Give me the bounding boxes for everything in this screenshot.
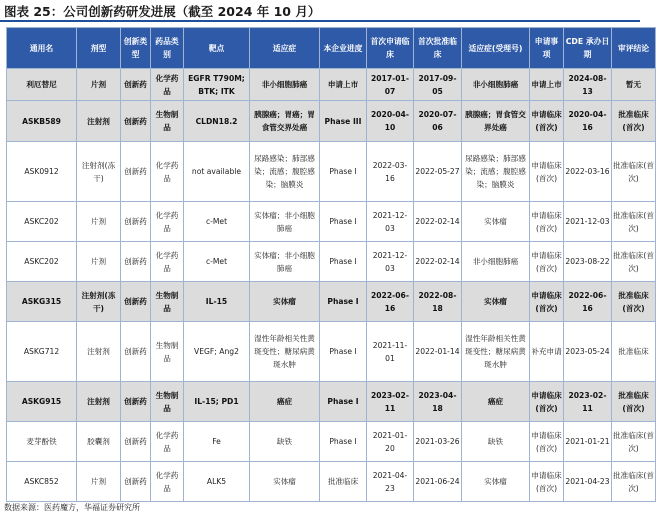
table-cell: ASKG315	[7, 282, 77, 322]
header-cell: 靶点	[184, 28, 250, 69]
table-cell: 实体瘤	[462, 202, 530, 242]
table-cell: 批准临床	[612, 322, 656, 382]
table-cell: EGFR T790M; BTK; ITK	[184, 69, 250, 101]
table-cell: 批准临床(首次)	[612, 282, 656, 322]
table-cell: 补充申请	[530, 322, 564, 382]
table-cell: 2021-04-23	[564, 462, 612, 502]
table-cell: 注射剂(冻干)	[77, 142, 121, 202]
table-cell: 2022-01-14	[414, 322, 462, 382]
table-cell: 生物制品	[151, 282, 184, 322]
table-cell: 非小细胞肺癌	[462, 242, 530, 282]
header-cell: 药品类别	[151, 28, 184, 69]
table-cell: 2022-03-16	[564, 142, 612, 202]
table-cell: 片剂	[77, 242, 121, 282]
table-cell: 化学药品	[151, 242, 184, 282]
table-cell: 2017-01-07	[367, 69, 414, 101]
table-cell: 化学药品	[151, 69, 184, 101]
table-cell: 创新药	[121, 242, 151, 282]
header-cell: 通用名	[7, 28, 77, 69]
table-cell: 2021-01-21	[564, 422, 612, 462]
header-cell: 创新类型	[121, 28, 151, 69]
table-cell: IL-15	[184, 282, 250, 322]
table-cell: 申请上市	[320, 69, 367, 101]
table-body	[7, 69, 656, 502]
table-cell: Phase I	[320, 142, 367, 202]
header-cell: 本企业进度	[320, 28, 367, 69]
table-cell: 注射剂(冻干)	[77, 282, 121, 322]
table-cell: c-Met	[184, 242, 250, 282]
table-cell: ASK0912	[7, 142, 77, 202]
table-cell: IL-15; PD1	[184, 382, 250, 422]
table-cell: CLDN18.2	[184, 101, 250, 142]
table-cell: 2020-07-06	[414, 101, 462, 142]
table-row	[7, 382, 656, 422]
table-row	[7, 142, 656, 202]
table-cell: 2022-08-18	[414, 282, 462, 322]
table-cell: Phase III	[320, 101, 367, 142]
table-cell: 2021-06-24	[414, 462, 462, 502]
title-bar	[0, 0, 640, 22]
table-cell: Phase I	[320, 282, 367, 322]
table-cell: 化学药品	[151, 142, 184, 202]
table-cell: 湿性年龄相关性黄斑变性；糖尿病黄斑水肿	[462, 322, 530, 382]
table-cell: 胶囊剂	[77, 422, 121, 462]
table-cell: 2023-08-22	[564, 242, 612, 282]
table-cell: 批准临床(首次)	[612, 382, 656, 422]
table-cell: 片剂	[77, 69, 121, 101]
table-cell: ASKC852	[7, 462, 77, 502]
table-cell: Phase I	[320, 322, 367, 382]
table-row	[7, 101, 656, 142]
table-cell: 实体瘤	[250, 282, 320, 322]
table-cell: 2021-03-26	[414, 422, 462, 462]
table-cell: 2020-04-16	[564, 101, 612, 142]
table-cell: 实体瘤；非小细胞肺癌	[250, 242, 320, 282]
table-cell: 生物制品	[151, 101, 184, 142]
table-cell: 2022-06-16	[564, 282, 612, 322]
table-cell: 麦芽酚铁	[7, 422, 77, 462]
table-cell: ASKG712	[7, 322, 77, 382]
table-cell: 2021-12-03	[564, 202, 612, 242]
table-cell: 申请上市	[530, 69, 564, 101]
table-cell: 2017-09-05	[414, 69, 462, 101]
header-cell: 首次申请临床	[367, 28, 414, 69]
table-cell: 利厄替尼	[7, 69, 77, 101]
figure-title: 图表 25：公司创新药研发进展（截至 2024 年 10 月）	[4, 4, 321, 19]
table-cell: 2021-04-23	[367, 462, 414, 502]
table-cell: 2021-12-03	[367, 242, 414, 282]
source-note: 数据来源：医药魔方，华福证券研究所	[4, 503, 140, 512]
table-cell: 2022-03-16	[367, 142, 414, 202]
table-cell: 生物制品	[151, 322, 184, 382]
table-row	[7, 422, 656, 462]
table-cell: ASKB589	[7, 101, 77, 142]
table-cell: 化学药品	[151, 422, 184, 462]
table-cell: ASKG915	[7, 382, 77, 422]
header-cell: 适应症(受理号)	[462, 28, 530, 69]
header-cell: 申请事项	[530, 28, 564, 69]
table-cell: 化学药品	[151, 202, 184, 242]
table-cell: 胰腺癌；胃癌；胃食管交界处癌	[250, 101, 320, 142]
table-cell: ASKC202	[7, 202, 77, 242]
table-cell: 创新药	[121, 282, 151, 322]
table-cell: 实体瘤	[462, 282, 530, 322]
table-cell: 创新药	[121, 422, 151, 462]
pipeline-table	[6, 27, 656, 502]
table-cell: 暂无	[612, 69, 656, 101]
table-cell: 缺铁	[250, 422, 320, 462]
table-cell: 化学药品	[151, 462, 184, 502]
table-cell: 癌症	[462, 382, 530, 422]
table-cell: 申请临床(首次)	[530, 422, 564, 462]
table-cell: 批准临床(首次)	[612, 142, 656, 202]
table-cell: 非小细胞肺癌	[250, 69, 320, 101]
table-cell: 申请临床(首次)	[530, 202, 564, 242]
table-cell: 创新药	[121, 322, 151, 382]
table-cell: 2023-02-11	[564, 382, 612, 422]
header-cell: 首次批准临床	[414, 28, 462, 69]
header-cell: CDE 承办日期	[564, 28, 612, 69]
table-row	[7, 242, 656, 282]
header-cell: 适应症	[250, 28, 320, 69]
table-cell: 片剂	[77, 462, 121, 502]
table-cell: 批准临床(首次)	[612, 202, 656, 242]
table-cell: 批准临床	[320, 462, 367, 502]
table-cell: Phase I	[320, 202, 367, 242]
table-cell: VEGF; Ang2	[184, 322, 250, 382]
table-cell: 2022-02-14	[414, 242, 462, 282]
header-cell: 剂型	[77, 28, 121, 69]
table-cell: not available	[184, 142, 250, 202]
table-cell: 2021-01-20	[367, 422, 414, 462]
table-cell: 尿路感染；肺部感染；流感；腹腔感染；脑膜炎	[462, 142, 530, 202]
table-cell: 片剂	[77, 202, 121, 242]
table-row	[7, 202, 656, 242]
table-cell: 2021-12-03	[367, 202, 414, 242]
table-row	[7, 69, 656, 101]
table-cell: c-Met	[184, 202, 250, 242]
table-cell: 缺铁	[462, 422, 530, 462]
table-cell: 创新药	[121, 101, 151, 142]
table-cell: 2022-02-14	[414, 202, 462, 242]
table-cell: 申请临床(首次)	[530, 462, 564, 502]
table-cell: 胰腺癌；胃食管交界处癌	[462, 101, 530, 142]
table-cell: 创新药	[121, 202, 151, 242]
table-cell: 申请临床(首次)	[530, 242, 564, 282]
table-cell: 批准临床(首次)	[612, 462, 656, 502]
table-cell: 创新药	[121, 382, 151, 422]
table-cell: 2023-02-11	[367, 382, 414, 422]
table-cell: 2022-05-27	[414, 142, 462, 202]
table-cell: 批准临床(首次)	[612, 242, 656, 282]
table-header	[7, 28, 656, 69]
table-cell: 癌症	[250, 382, 320, 422]
table-cell: ASKC202	[7, 242, 77, 282]
table-cell: 申请临床(首次)	[530, 142, 564, 202]
table-cell: 创新药	[121, 142, 151, 202]
table-cell: 批准临床(首次)	[612, 101, 656, 142]
table-cell: 申请临床(首次)	[530, 382, 564, 422]
table-cell: Fe	[184, 422, 250, 462]
table-cell: 湿性年龄相关性黄斑变性；糖尿病黄斑水肿	[250, 322, 320, 382]
table-cell: 实体瘤；非小细胞肺癌	[250, 202, 320, 242]
table-cell: 2021-11-01	[367, 322, 414, 382]
table-row	[7, 282, 656, 322]
table-cell: 注射剂	[77, 101, 121, 142]
table-cell: 申请临床(首次)	[530, 282, 564, 322]
table-cell: 2022-06-16	[367, 282, 414, 322]
table-cell: 尿路感染；肺部感染；流感；腹腔感染；脑膜炎	[250, 142, 320, 202]
table-cell: 2024-08-13	[564, 69, 612, 101]
table-cell: 创新药	[121, 69, 151, 101]
table-cell: 注射剂	[77, 322, 121, 382]
table-row	[7, 462, 656, 502]
table-cell: 2023-05-24	[564, 322, 612, 382]
table-cell: 实体瘤	[462, 462, 530, 502]
table-cell: Phase I	[320, 422, 367, 462]
table-cell: ALK5	[184, 462, 250, 502]
table-cell: 申请临床(首次)	[530, 101, 564, 142]
table-row	[7, 322, 656, 382]
table-cell: 2023-04-18	[414, 382, 462, 422]
table-cell: Phase I	[320, 242, 367, 282]
table-cell: 注射剂	[77, 382, 121, 422]
header-cell: 审评结论	[612, 28, 656, 69]
table-cell: 2020-04-10	[367, 101, 414, 142]
table-cell: 非小细胞肺癌	[462, 69, 530, 101]
header-row	[7, 28, 656, 69]
table-cell: 生物制品	[151, 382, 184, 422]
table-cell: 创新药	[121, 462, 151, 502]
table-cell: Phase I	[320, 382, 367, 422]
table-cell: 批准临床(首次)	[612, 422, 656, 462]
table-cell: 实体瘤	[250, 462, 320, 502]
